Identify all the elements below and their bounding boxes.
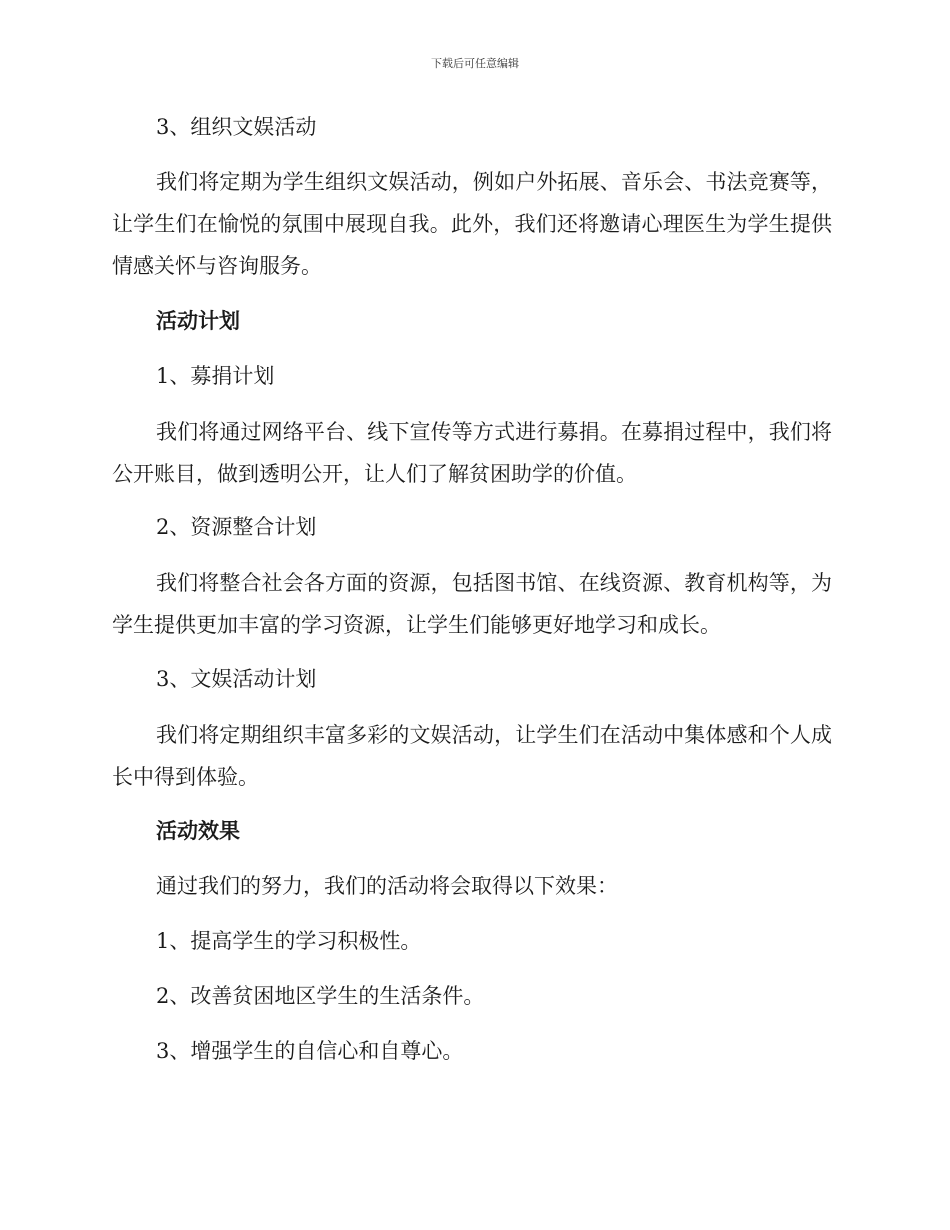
effect-item-1: 1、提高学生的学习积极性。 [156, 929, 422, 953]
paragraph-fundraising: 我们将通过网络平台、线下宣传等方式进行募捐。在募捐过程中，我们将公开账目，做到透明公开，让人们了解贫困助学的价值。 [112, 420, 832, 486]
section-heading-activity-plan: 活动计划 [156, 308, 240, 333]
page-header: 下载后可任意编辑 [431, 57, 519, 70]
list-item-resource-plan: 2、资源整合计划 [156, 515, 317, 539]
paragraph-entertainment: 我们将定期为学生组织文娱活动，例如户外拓展、音乐会、书法竞赛等，让学生们在愉悦的氛围中展现自我。此外，我们还将邀请心理医生为学生提供情感关怀与咨询服务。 [112, 170, 832, 278]
effect-item-3: 3、增强学生的自信心和自尊心。 [156, 1039, 464, 1063]
list-item-fundraising-plan: 1、募捐计划 [156, 364, 275, 388]
paragraph-entertainment-plan: 我们将定期组织丰富多彩的文娱活动，让学生们在活动中集体感和个人成长中得到体验。 [112, 723, 832, 789]
list-item-entertainment-plan: 3、文娱活动计划 [156, 667, 317, 691]
effect-intro: 通过我们的努力，我们的活动将会取得以下效果： [156, 874, 618, 898]
effect-item-2: 2、改善贫困地区学生的生活条件。 [156, 984, 485, 1008]
paragraph-resource: 我们将整合社会各方面的资源，包括图书馆、在线资源、教育机构等，为学生提供更加丰富的学习资源，让学生们能够更好地学习和成长。 [112, 571, 832, 637]
section-heading-activity-effect: 活动效果 [156, 818, 240, 843]
list-item-organize-entertainment: 3、组织文娱活动 [156, 115, 317, 139]
